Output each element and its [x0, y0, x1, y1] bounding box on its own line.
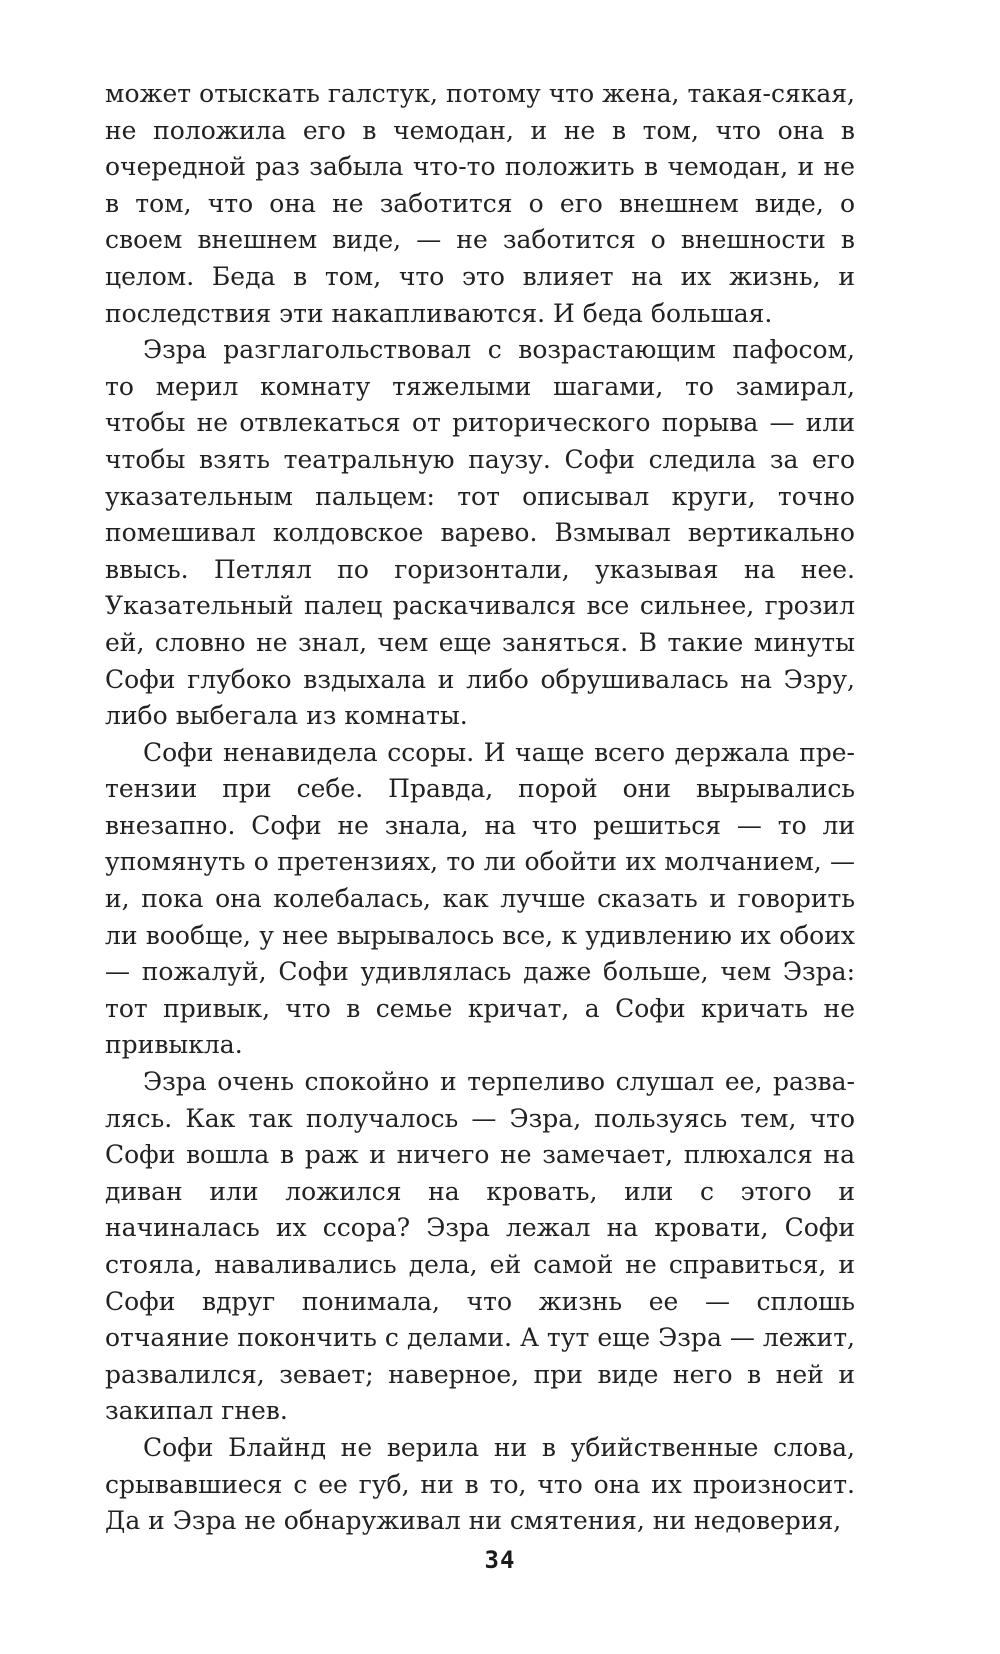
paragraph-3: Софи ненавидела ссоры. И чаще всего держала претензии при себе. Правда, порой они вырывались внезапно. Софи не знала, на что решиться — то ли упомянуть о претензиях, то ли обойти их молчанием, — и, пока она колебалась, как лучше сказать и говорить ли вообще, у нее вырывалось все, к удивлению их обоих — пожалуй, Софи удивлялась даже больше, чем Эзра: тот привык, что в семье кричат, а Софи кричать не привыкла. [105, 737, 855, 1060]
paragraph-1: может отыскать галстук, потому что жена, такая-сякая, не положила его в чемодан, и не в том, что она в очередной раз забыла что-то положить в чемодан, и не в том, что она не заботится о его внешнем виде, о своем внешнем виде, — не заботится о внешности в целом. Беда в том, что это влияет на их жизнь, и последствия эти накапливаются. И беда большая. [105, 79, 855, 328]
paragraph-2: Эзра разглагольствовал с возрастающим пафосом, то мерил комнату тяжелыми шагами, то замирал, чтобы не отвлекаться от риторического порыва — или чтобы взять театральную паузу. Софи следила за его указательным пальцем: тот описывал круги, точно помешивал колдовское варево. Взмывал вертикально ввысь. Петлял по горизонтали, указывая на нее. Указательный палец раскачивался все сильнее, грозил ей, словно не знал, чем еще заняться. В такие минуты Софи глубоко вздыхала и либо обрушивалась на Эзру, либо выбегала из комнаты. [105, 335, 855, 731]
paragraph-5: Софи Блайнд не верила ни в убийственные слова, срывавшиеся с ее губ, ни в то, что она их произносит. Да и Эзра не обнаруживал ни смятения, ни недоверия, [105, 1432, 855, 1536]
body-text [105, 76, 855, 1540]
page-number: 34 [484, 1546, 516, 1574]
paragraph-4: Эзра очень спокойно и терпеливо слушал ее, развалясь. Как так получалось — Эзра, пользуясь тем, что Софи вошла в раж и ничего не замечает, плюхался на диван или ложился на кровать, или с этого и начиналась их ссора? Эзра лежал на кровати, Софи стояла, наваливались дела, ей самой не справиться, и Софи вдруг понимала, что жизнь ее — сплошь отчаяние покончить с делами. А тут еще Эзра — лежит, развалился, зевает; наверное, при виде него в ней и закипал гнев. [105, 1067, 855, 1426]
